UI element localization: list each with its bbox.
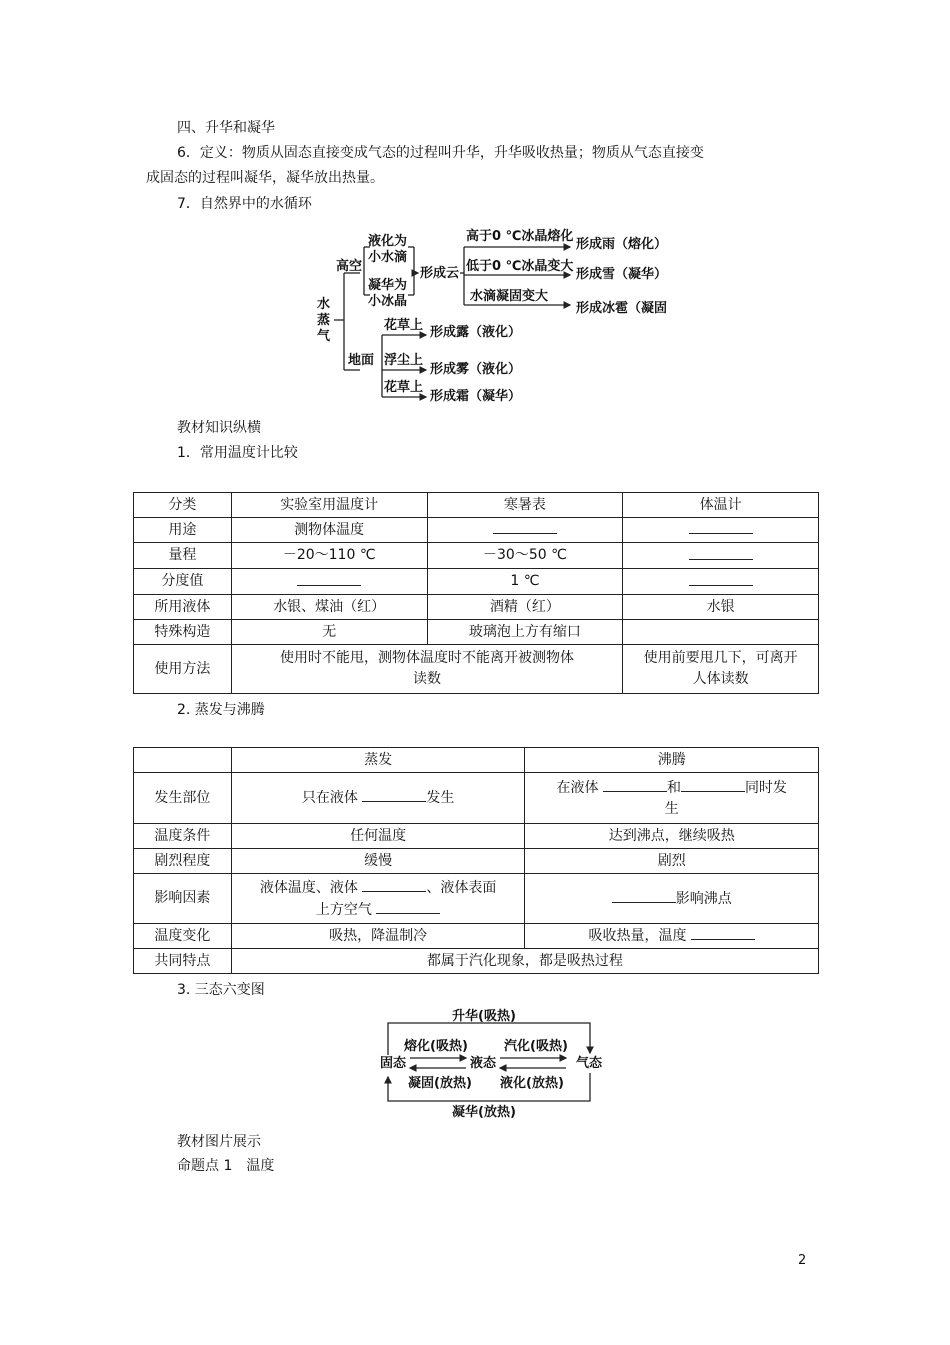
snow-condition: 低于0 ℃冰晶变大	[466, 259, 574, 274]
section-heading: 四、升华和凝华	[177, 120, 275, 136]
knowledge-heading: 教材知识纵横	[177, 420, 261, 436]
water-vapor-label-2: 蒸	[317, 313, 331, 328]
water-vapor-label-1: 水	[317, 297, 331, 312]
thermometer-table	[133, 492, 819, 694]
rain-result: 形成雨（熔化）	[576, 237, 668, 252]
row-label: 温度变化	[134, 924, 232, 949]
fill-blank[interactable]	[297, 571, 361, 586]
table-row	[134, 949, 819, 974]
fill-blank[interactable]	[362, 877, 426, 892]
table-cell: 达到沸点，继续吸热	[525, 824, 819, 849]
table-row	[134, 620, 819, 645]
cell-text: 和	[666, 779, 681, 796]
header-cell: 实验室用温度计	[231, 493, 427, 518]
ground-label: 地面	[348, 353, 375, 368]
row-label: 剧烈程度	[134, 849, 232, 874]
topic-heading: 命题点 1 温度	[177, 1158, 275, 1174]
cell-text: 在液体	[556, 779, 599, 796]
gas-label: 气态	[576, 1056, 603, 1071]
table-cell: 都属于汽化现象，都是吸热过程	[231, 949, 818, 974]
fill-blank[interactable]	[689, 519, 753, 534]
table-row	[134, 645, 819, 694]
row-label: 分度值	[134, 569, 232, 595]
table-row	[134, 773, 819, 824]
solid-label: 固态	[380, 1056, 407, 1071]
row-label: 温度条件	[134, 824, 232, 849]
fog-condition: 浮尘上	[384, 353, 424, 368]
table-cell: －30～50 ℃	[427, 543, 623, 569]
cell-text: 、液体表面	[426, 879, 497, 896]
usage-text-3: 使用前要甩几下，可离开	[643, 650, 798, 666]
page-number: 2	[798, 1253, 807, 1268]
cloud-label: 形成云	[420, 266, 460, 281]
blank-cell[interactable]	[623, 518, 819, 543]
cell-text: 液体温度、液体	[259, 879, 358, 896]
cell-text: 吸收热量，温度	[588, 928, 687, 944]
pictures-heading: 教材图片展示	[177, 1134, 261, 1150]
water-cycle-diagram	[300, 225, 680, 415]
sublimation-label: 升华(吸热)	[452, 1009, 516, 1024]
blank-cell[interactable]	[623, 543, 819, 569]
row-label: 特殊构造	[134, 620, 232, 645]
cell-text: 上方空气	[315, 901, 372, 918]
table-cell	[525, 773, 819, 824]
table-cell: 酒精（红）	[427, 595, 623, 620]
cell-text: 生	[664, 800, 679, 817]
table-row	[134, 595, 819, 620]
cell-text: 影响沸点	[675, 890, 732, 907]
definition-line-2: 成固态的过程叫凝华，凝华放出热量。	[146, 170, 384, 186]
table-cell	[231, 773, 525, 824]
header-cell: 体温计	[623, 493, 819, 518]
definition-line-1: 6．定义：物质从固态直接变成气态的过程叫升华，升华吸收热量；物质从气态直接变	[177, 145, 704, 161]
fog-result: 形成雾（液化）	[430, 362, 522, 377]
liquid-label: 液态	[470, 1056, 497, 1071]
cell-text: 同时发	[744, 779, 787, 796]
header-cell: 分类	[134, 493, 232, 518]
table-cell: 玻璃泡上方有缩口	[427, 620, 623, 645]
water-vapor-label-3: 气	[317, 329, 331, 344]
table-cell	[525, 924, 819, 949]
table-row	[134, 518, 819, 543]
freezing-label: 凝固(放热)	[408, 1076, 472, 1091]
row-label: 共同特点	[134, 949, 232, 974]
thermometer-table-title: 1．常用温度计比较	[177, 445, 298, 461]
table-cell: 水银、煤油（红）	[231, 595, 427, 620]
table-row	[134, 849, 819, 874]
table-cell: 测物体温度	[231, 518, 427, 543]
frost-result: 形成霜（凝华）	[430, 389, 522, 404]
states-diagram	[370, 1005, 620, 1125]
table-cell	[623, 645, 819, 694]
header-cell: 寒暑表	[427, 493, 623, 518]
table-row	[134, 874, 819, 924]
blank-cell[interactable]	[623, 569, 819, 595]
table-row	[134, 924, 819, 949]
evap-table-title: 2. 蒸发与沸腾	[177, 702, 265, 718]
states-diagram-title: 3. 三态六变图	[177, 982, 265, 998]
desublime-label-2: 小冰晶	[368, 294, 408, 309]
fill-blank[interactable]	[612, 888, 676, 903]
rain-condition: 高于0 ℃冰晶熔化	[466, 229, 574, 244]
frost-condition: 花草上	[384, 380, 424, 395]
table-cell	[231, 874, 525, 924]
row-label: 量程	[134, 543, 232, 569]
dew-condition: 花草上	[384, 318, 424, 333]
header-cell: 蒸发	[231, 748, 525, 773]
fill-blank[interactable]	[681, 777, 745, 792]
fill-blank[interactable]	[362, 787, 426, 802]
table-cell	[623, 620, 819, 645]
table-cell: 剧烈	[525, 849, 819, 874]
fill-blank[interactable]	[376, 899, 440, 914]
cell-text: 只在液体	[301, 790, 358, 806]
usage-text-2: 读数	[413, 671, 442, 687]
hail-result: 形成冰雹（凝固	[576, 301, 668, 316]
row-label: 用途	[134, 518, 232, 543]
cell-text: 发生	[426, 790, 455, 806]
melting-label: 熔化(吸热)	[404, 1039, 468, 1054]
usage-text-1: 使用时不能甩，测物体温度时不能离开被测物体	[280, 650, 575, 666]
water-cycle-title: 7．自然界中的水循环	[177, 196, 312, 212]
table-cell: 水银	[623, 595, 819, 620]
fill-blank[interactable]	[689, 545, 753, 560]
fill-blank[interactable]	[691, 925, 755, 940]
row-label: 影响因素	[134, 874, 232, 924]
liquefaction-label: 液化(放热)	[500, 1076, 564, 1091]
fill-blank[interactable]	[689, 571, 753, 586]
water-cycle-lines	[300, 225, 680, 415]
vaporization-label: 汽化(吸热)	[504, 1039, 568, 1054]
usage-text-4: 人体读数	[692, 671, 749, 687]
row-label: 发生部位	[134, 773, 232, 824]
table-cell	[525, 874, 819, 924]
row-label: 所用液体	[134, 595, 232, 620]
table-cell: 任何温度	[231, 824, 525, 849]
hail-condition: 水滴凝固变大	[470, 289, 549, 304]
blank-cell[interactable]	[427, 518, 623, 543]
evaporation-boiling-table	[133, 747, 819, 974]
liquefy-label-1: 液化为	[368, 234, 408, 249]
high-altitude-label: 高空	[336, 259, 363, 274]
table-cell	[231, 645, 622, 694]
header-cell: 沸腾	[525, 748, 819, 773]
deposition-label: 凝华(放热)	[452, 1105, 516, 1120]
table-row	[134, 543, 819, 569]
desublime-label-1: 凝华为	[368, 278, 408, 293]
snow-result: 形成雪（凝华）	[576, 267, 668, 282]
row-label: 使用方法	[134, 645, 232, 694]
table-row	[134, 569, 819, 595]
dew-result: 形成露（液化）	[430, 325, 522, 340]
table-cell: －20～110 ℃	[231, 543, 427, 569]
table-cell: 1 ℃	[427, 569, 623, 595]
header-cell	[134, 748, 232, 773]
table-cell: 无	[231, 620, 427, 645]
liquefy-label-2: 小水滴	[368, 250, 408, 265]
fill-blank[interactable]	[493, 519, 557, 534]
table-cell: 缓慢	[231, 849, 525, 874]
blank-cell[interactable]	[231, 569, 427, 595]
table-row	[134, 824, 819, 849]
table-cell: 吸热，降温制冷	[231, 924, 525, 949]
fill-blank[interactable]	[603, 777, 667, 792]
